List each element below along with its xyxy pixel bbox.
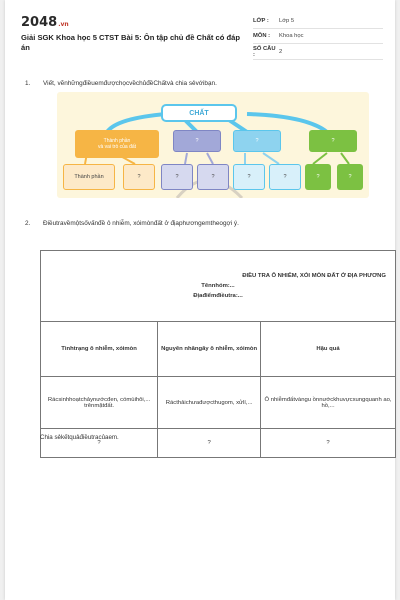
meta-label: LỚP : <box>253 17 269 24</box>
table-row <box>41 322 396 377</box>
concept-diagram <box>57 92 369 198</box>
branch-node-4: ? <box>309 130 357 152</box>
branch-node-soil: Thành phần và vai trò của đất <box>75 130 159 158</box>
meta-value: Lớp 5 <box>279 17 295 24</box>
question-2 <box>25 220 239 227</box>
meta-label: MÔN : <box>253 33 271 40</box>
group-name-field: Tênnhóm:... <box>201 283 235 289</box>
root-node-chat: CHẤT <box>161 104 237 122</box>
table-cell: ? <box>158 429 261 458</box>
leaf-node: ? <box>233 164 265 190</box>
leaf-node: ? <box>197 164 229 190</box>
table-cell: ? <box>41 429 158 458</box>
table-title: ĐIỀU TRA Ô NHIỄM, XÓI MÒN ĐẤT Ở ĐỊA PHƯƠNG <box>242 273 386 279</box>
question-text: Viết, vẽnhữngđiềuemđượchọcvềchủđềChấtvà chia sẻvớibạn. <box>43 80 217 87</box>
question-number: 1. <box>25 80 31 87</box>
question-text: Điềutravềmộtsốvấnđề ô nhiễm, xóimònđất ở địaphươngemtheogợi ý. <box>43 220 239 227</box>
survey-table <box>40 250 396 458</box>
meta-row-count <box>253 45 383 60</box>
leaf-node-composition: Thành phần <box>63 164 115 190</box>
leaf-node: ? <box>305 164 331 190</box>
table-row <box>41 429 396 458</box>
branch-node-3: ? <box>233 130 281 152</box>
question-1 <box>25 80 217 87</box>
branch-node-2: ? <box>173 130 221 152</box>
meta-panel <box>253 14 383 61</box>
leaf-node: ? <box>269 164 301 190</box>
meta-value: 2 <box>279 48 283 55</box>
place-field: Địađiểmđiềutra:... <box>193 293 243 299</box>
question-number: 2. <box>25 220 31 227</box>
leaf-node: ? <box>337 164 363 190</box>
meta-row-subject <box>253 30 383 45</box>
logo-suffix: .vn <box>58 21 69 28</box>
meta-row-class <box>253 14 383 29</box>
column-header: Hậu quả <box>261 322 396 377</box>
table-cell: Rácsinhhoạtchảynướcđen, cómùihôi,... trênmặtđất. <box>41 377 158 429</box>
logo-text: 2048 <box>21 15 58 30</box>
leaf-node: ? <box>161 164 193 190</box>
table-header <box>41 251 396 322</box>
table-cell: ? <box>261 429 396 458</box>
site-logo[interactable] <box>21 15 69 30</box>
table-cell: Ô nhiễmđấtvàngu ồnnướckhuvựcxungquanh ao, hồ,... <box>261 377 396 429</box>
column-header: Nguyên nhângây ô nhiễm, xóimòn <box>158 322 261 377</box>
table-row <box>41 377 396 429</box>
document-title: Giải SGK Khoa học 5 CTST Bài 5: Ôn tập chủ đề Chất có đáp án <box>21 33 240 52</box>
leaf-node: ? <box>123 164 155 190</box>
column-header: Tìnhtrạng ô nhiễm, xóimòn <box>41 322 158 377</box>
table-cell: Rácthảichưađượcthugom, xửlí,... <box>158 377 261 429</box>
meta-value: Khoa học <box>279 33 304 40</box>
meta-label: SỐ CÂU : <box>253 45 276 58</box>
closing-note: Chia sẻkếtquảđiềutracủaem. <box>40 434 119 441</box>
